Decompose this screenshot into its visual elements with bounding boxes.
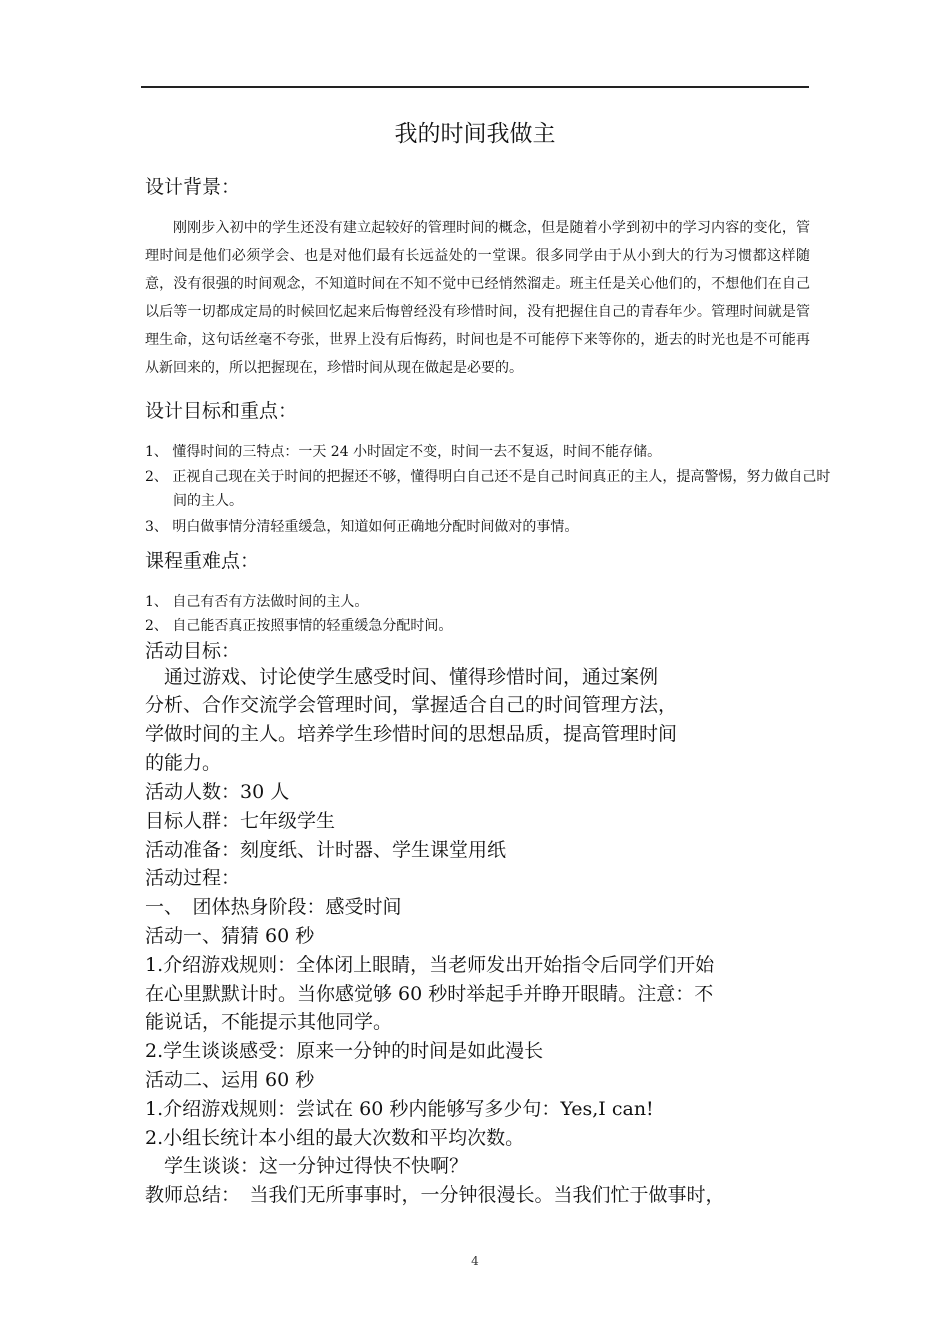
key-point-item: 1、 自己有否有方法做时间的主人。: [145, 594, 369, 610]
section-heading-goals: 设计目标和重点：: [145, 400, 298, 422]
activity-goal-line: 通过游戏、讨论使学生感受时间、懂得珍惜时间，通过案例: [145, 666, 659, 688]
activity-goal-line: 分析、合作交流学会管理时间，掌握适合自己的时间管理方法，: [145, 694, 678, 716]
rule-line: 1.介绍游戏规则：全体闭上眼睛，当老师发出开始指令后同学们开始: [145, 954, 715, 976]
goal-item: 2、 正视自己现在关于时间的把握还不够，懂得明白自己还不是自己时间真正的主人，提高警惕，努力做自己时间的主人。: [145, 469, 831, 509]
section-heading-background: 设计背景：: [145, 176, 241, 198]
page-title: 我的时间我做主: [394, 121, 556, 147]
activity-count: 活动人数：30 人: [145, 781, 290, 803]
stage-heading: 一、 团体热身阶段：感受时间: [145, 896, 402, 918]
teacher-summary-line: 教师总结： 当我们无所事事时，一分钟很漫长。当我们忙于做事时，: [145, 1184, 725, 1206]
activity-target: 目标人群：七年级学生: [145, 810, 336, 832]
page-number: 4: [471, 1254, 479, 1268]
share-line: 2.学生谈谈感受：原来一分钟的时间是如此漫长: [145, 1040, 544, 1062]
section-heading-key-points: 课程重难点：: [145, 550, 260, 572]
activity-goal-line: 学做时间的主人。培养学生珍惜时间的思想品质，提高管理时间: [145, 723, 678, 745]
student-talk-line: 学生谈谈：这一分钟过得快不快啊？: [145, 1155, 469, 1177]
goal-item: 1、 懂得时间的三特点：一天 24 小时固定不变，时间一去不复返，时间不能存储。: [145, 444, 662, 460]
activity-goal-line: 的能力。: [145, 752, 222, 774]
rule-line: 在心里默默计时。当你感觉够 60 秒时举起手并睁开眼睛。注意：不: [145, 983, 714, 1005]
background-paragraph: 刚刚步入初中的学生还没有建立起较好的管理时间的概念，但是随着小学到初中的学习内容的变化，管理时间是他们必须学会、也是对他们最有长远益处的一堂课。很多同学由于从小到大的行为习惯都这样随意，没有很强的时间观念，不知道时间在不知不觉中已经悄然溜走。班主任是关心他们的，不想他们在自己以后等一切都成定局的时候回忆起来后悔曾经没有珍惜时间，没有把握住自己的青春年少。管理时间就是管理生命，这句话丝毫不夸张，世界上没有后悔药，时间也是不可能停下来等你的，逝去的时光也是不可能再从新回来的，所以把握现在，珍惜时间从现在做起是必要的。: [145, 220, 810, 376]
stat-line: 2.小组长统计本小组的最大次数和平均次数。: [145, 1127, 525, 1149]
header-rule: [141, 86, 809, 88]
activity-title: 活动二、运用 60 秒: [145, 1069, 315, 1091]
rule-line: 能说话，不能提示其他同学。: [145, 1011, 393, 1033]
goal-item: 3、 明白做事情分清轻重缓急，知道如何正确地分配时间做对的事情。: [145, 519, 579, 535]
activity-process-heading: 活动过程：: [145, 867, 241, 889]
key-point-item: 2、 自己能否真正按照事情的轻重缓急分配时间。: [145, 618, 453, 634]
activity-goal-heading: 活动目标：: [145, 640, 241, 662]
activity-prep: 活动准备：刻度纸、计时器、学生课堂用纸: [145, 839, 507, 861]
rule-line: 1.介绍游戏规则：尝试在 60 秒内能够写多少句：Yes,I can!: [145, 1098, 654, 1120]
activity-title: 活动一、猜猜 60 秒: [145, 925, 315, 947]
